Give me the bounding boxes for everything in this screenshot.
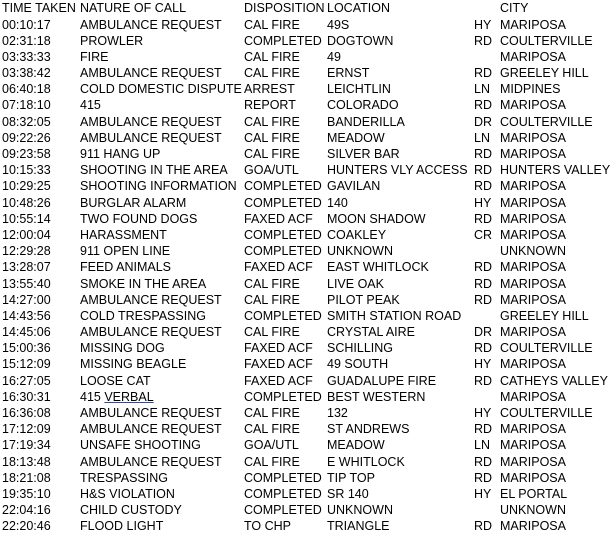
- cell-nature: AMBULANCE REQUEST: [80, 454, 222, 469]
- cell-suffix: DR: [474, 325, 493, 340]
- cell-nature: TWO FOUND DOGS: [80, 211, 198, 226]
- cell-location: TIP TOP: [327, 470, 375, 485]
- cell-location: GAVILAN: [327, 179, 381, 194]
- cell-suffix: RD: [474, 33, 493, 48]
- cell-time: 19:35:10: [2, 486, 51, 501]
- cell-time: 17:12:09: [2, 422, 51, 437]
- table-row: [0, 243, 614, 259]
- table-row: [0, 518, 614, 534]
- cell-disposition: COMPLETED: [244, 244, 322, 259]
- cell-disposition: COMPLETED: [244, 389, 322, 404]
- table-row: [0, 356, 614, 372]
- cell-location: MEADOW: [327, 130, 385, 145]
- cell-location: SMITH STATION ROAD: [327, 308, 462, 323]
- cell-suffix: DR: [474, 114, 493, 129]
- cell-nature: FLOOD LIGHT: [80, 519, 164, 534]
- cell-city: MARIPOSA: [500, 260, 566, 275]
- cell-disposition: COMPLETED: [244, 486, 322, 501]
- cell-location: UNKNOWN: [327, 503, 393, 518]
- cell-location: HUNTERS VLY ACCESS: [327, 163, 468, 178]
- table-row: [0, 389, 614, 405]
- cell-time: 14:27:00: [2, 292, 51, 307]
- cell-nature: H&S VIOLATION: [80, 486, 175, 501]
- cell-city: CATHEYS VALLEY: [500, 373, 608, 388]
- cell-time: 10:29:25: [2, 179, 51, 194]
- cell-time: 14:43:56: [2, 308, 51, 323]
- cell-time: 15:12:09: [2, 357, 51, 372]
- cell-nature: AMBULANCE REQUEST: [80, 114, 222, 129]
- table-row: [0, 437, 614, 453]
- cell-nature: AMBULANCE REQUEST: [80, 406, 222, 420]
- cell-disposition: CAL FIRE: [244, 325, 300, 340]
- cell-time: 18:21:08: [2, 470, 51, 485]
- cell-disposition: GOA/UTL: [244, 163, 299, 178]
- cell-nature: COLD DOMESTIC DISPUTE: [80, 82, 242, 97]
- cell-city: MARIPOSA: [500, 179, 566, 194]
- cell-nature: AMBULANCE REQUEST: [80, 66, 222, 81]
- cell-city: MARIPOSA: [500, 357, 566, 372]
- cell-suffix: RD: [474, 373, 493, 388]
- spellcheck-underline: VERBAL: [104, 389, 154, 404]
- cell-disposition: COMPLETED: [244, 179, 322, 194]
- cell-time: 15:00:36: [2, 341, 51, 356]
- cell-city: MARIPOSA: [500, 292, 566, 307]
- cell-nature: SMOKE IN THE AREA: [80, 276, 207, 291]
- cell-city: MARIPOSA: [500, 147, 566, 161]
- cell-suffix: RD: [474, 66, 493, 81]
- cell-city: MARIPOSA: [500, 195, 566, 210]
- cell-location: ERNST: [327, 66, 370, 81]
- header-nature: NATURE OF CALL: [80, 1, 187, 15]
- table-row: [0, 421, 614, 437]
- cell-time: 09:22:26: [2, 130, 51, 145]
- cell-nature: SHOOTING INFORMATION: [80, 179, 237, 194]
- cell-location: DOGTOWN: [327, 33, 394, 48]
- header-disposition: DISPOSITION: [244, 1, 325, 15]
- table-row: [0, 33, 614, 49]
- cell-nature: 415 VERBAL: [80, 389, 154, 404]
- header-city: CITY: [500, 1, 529, 15]
- cell-nature: LOOSE CAT: [80, 373, 151, 388]
- cell-city: UNKNOWN: [500, 503, 566, 518]
- cell-location: E WHITLOCK: [327, 454, 405, 469]
- cell-city: MARIPOSA: [500, 389, 566, 404]
- cell-time: 22:20:46: [2, 519, 51, 534]
- cell-city: MARIPOSA: [500, 470, 566, 485]
- cell-city: MARIPOSA: [500, 454, 566, 469]
- cell-nature: 415: [80, 98, 101, 113]
- cell-suffix: RD: [474, 179, 493, 194]
- cell-suffix: HY: [474, 406, 492, 420]
- cell-city: GREELEY HILL: [500, 66, 589, 81]
- cell-time: 12:29:28: [2, 244, 51, 259]
- cell-city: UNKNOWN: [500, 244, 566, 259]
- cell-disposition: COMPLETED: [244, 470, 322, 485]
- cell-location: LIVE OAK: [327, 276, 384, 291]
- cell-city: COULTERVILLE: [500, 114, 593, 129]
- table-row: [0, 195, 614, 211]
- cell-disposition: FAXED ACF: [244, 373, 313, 388]
- header-row: [0, 0, 614, 17]
- cell-suffix: CR: [474, 227, 493, 242]
- cell-suffix: RD: [474, 454, 493, 469]
- cell-suffix: HY: [474, 17, 492, 32]
- table-row: [0, 308, 614, 324]
- cell-suffix: RD: [474, 163, 493, 178]
- cell-city: GREELEY HILL: [500, 308, 589, 323]
- cell-nature: 911 OPEN LINE: [80, 244, 171, 259]
- cell-location: EAST WHITLOCK: [327, 260, 429, 275]
- cell-city: MARIPOSA: [500, 130, 566, 145]
- cell-nature: CHILD CUSTODY: [80, 503, 182, 518]
- cell-time: 03:33:33: [2, 49, 51, 64]
- cell-location: 140: [327, 195, 348, 210]
- cell-disposition: REPORT: [244, 98, 296, 113]
- table-row: [0, 114, 614, 130]
- table-row: [0, 162, 614, 178]
- table-row: [0, 276, 614, 292]
- cell-city: EL PORTAL: [500, 486, 568, 501]
- table-row: [0, 65, 614, 81]
- cell-suffix: RD: [474, 98, 493, 113]
- cell-suffix: RD: [474, 519, 493, 534]
- cell-location: LEICHTLIN: [327, 82, 391, 97]
- cell-nature: MISSING DOG: [80, 341, 165, 356]
- table-row: [0, 454, 614, 470]
- cell-time: 10:55:14: [2, 211, 51, 226]
- cell-disposition: CAL FIRE: [244, 49, 300, 64]
- cell-nature: TRESPASSING: [80, 470, 168, 485]
- cell-suffix: RD: [474, 470, 493, 485]
- cell-time: 13:55:40: [2, 276, 51, 291]
- cell-disposition: COMPLETED: [244, 33, 322, 48]
- cell-location: TRIANGLE: [327, 519, 390, 534]
- cell-suffix: HY: [474, 486, 492, 501]
- cell-time: 10:48:26: [2, 195, 51, 210]
- cell-suffix: RD: [474, 260, 493, 275]
- cell-city: COULTERVILLE: [500, 406, 593, 420]
- table-row: [0, 259, 614, 275]
- cell-disposition: ARREST: [244, 82, 295, 97]
- cell-nature: AMBULANCE REQUEST: [80, 17, 222, 32]
- cell-city: MARIPOSA: [500, 438, 566, 453]
- cell-nature: COLD TRESPASSING: [80, 308, 206, 323]
- table-row: [0, 227, 614, 243]
- table-row: [0, 324, 614, 340]
- cell-location: PILOT PEAK: [327, 292, 400, 307]
- table-row: [0, 146, 614, 162]
- cell-location: BEST WESTERN: [327, 389, 426, 404]
- table-row: [0, 81, 614, 97]
- cell-disposition: FAXED ACF: [244, 211, 313, 226]
- cell-suffix: LN: [474, 130, 490, 145]
- cell-time: 02:31:18: [2, 33, 51, 48]
- cell-location: CRYSTAL AIRE: [327, 325, 415, 340]
- cell-disposition: CAL FIRE: [244, 114, 300, 129]
- table-row: [0, 130, 614, 146]
- cell-time: 07:18:10: [2, 98, 51, 113]
- table-row: [0, 486, 614, 502]
- cell-city: COULTERVILLE: [500, 33, 593, 48]
- cell-time: 09:23:58: [2, 147, 51, 161]
- cell-disposition: TO CHP: [244, 519, 291, 534]
- cell-time: 08:32:05: [2, 114, 51, 129]
- cell-nature: UNSAFE SHOOTING: [80, 438, 201, 453]
- cell-disposition: FAXED ACF: [244, 341, 313, 356]
- cell-time: 06:40:18: [2, 82, 51, 97]
- cell-disposition: CAL FIRE: [244, 66, 300, 81]
- table-row: [0, 292, 614, 308]
- cell-time: 13:28:07: [2, 260, 51, 275]
- table-row: [0, 373, 614, 389]
- header-time: TIME TAKEN: [2, 1, 76, 15]
- table-body: [0, 17, 614, 535]
- cell-nature: AMBULANCE REQUEST: [80, 422, 222, 437]
- cell-suffix: RD: [474, 211, 493, 226]
- cell-city: MARIPOSA: [500, 519, 566, 534]
- cell-city: MARIPOSA: [500, 17, 566, 32]
- cell-disposition: CAL FIRE: [244, 130, 300, 145]
- table-row: [0, 502, 614, 518]
- cell-nature: BURGLAR ALARM: [80, 195, 187, 210]
- cell-location: 49: [327, 49, 341, 64]
- cell-nature: AMBULANCE REQUEST: [80, 292, 222, 307]
- table-row: [0, 49, 614, 65]
- cell-city: MARIPOSA: [500, 211, 566, 226]
- cell-suffix: RD: [474, 341, 493, 356]
- cell-time: 17:19:34: [2, 438, 51, 453]
- cell-time: 16:27:05: [2, 373, 51, 388]
- header-location: LOCATION: [327, 1, 390, 15]
- cell-city: MARIPOSA: [500, 276, 566, 291]
- cell-nature: SHOOTING IN THE AREA: [80, 163, 228, 178]
- cell-disposition: CAL FIRE: [244, 276, 300, 291]
- cell-suffix: HY: [474, 195, 492, 210]
- cell-city: MARIPOSA: [500, 98, 566, 113]
- cell-disposition: CAL FIRE: [244, 17, 300, 32]
- cell-location: 132: [327, 406, 348, 420]
- cell-disposition: FAXED ACF: [244, 260, 313, 275]
- cell-nature: FIRE: [80, 49, 109, 64]
- cell-city: MARIPOSA: [500, 49, 566, 64]
- table-row: [0, 178, 614, 194]
- cell-time: 12:00:04: [2, 227, 51, 242]
- cell-disposition: COMPLETED: [244, 195, 322, 210]
- cell-location: BANDERILLA: [327, 114, 405, 129]
- cell-location: 49S: [327, 17, 350, 32]
- cell-nature: FEED ANIMALS: [80, 260, 171, 275]
- table-row: [0, 17, 614, 33]
- cell-location: SCHILLING: [327, 341, 393, 356]
- cell-disposition: GOA/UTL: [244, 438, 299, 453]
- table-row: [0, 470, 614, 486]
- cell-disposition: CAL FIRE: [244, 147, 300, 161]
- cell-location: MOON SHADOW: [327, 211, 426, 226]
- cell-time: 16:36:08: [2, 406, 51, 420]
- cell-location: COAKLEY: [327, 227, 387, 242]
- cell-disposition: FAXED ACF: [244, 357, 313, 372]
- table-row: [0, 211, 614, 227]
- cell-time: 14:45:06: [2, 325, 51, 340]
- cell-disposition: COMPLETED: [244, 308, 322, 323]
- cell-time: 03:38:42: [2, 66, 51, 81]
- cell-location: SR 140: [327, 486, 369, 501]
- cell-city: MARIPOSA: [500, 325, 566, 340]
- cell-suffix: RD: [474, 147, 493, 161]
- cell-nature: 911 HANG UP: [80, 147, 161, 161]
- cell-disposition: COMPLETED: [244, 227, 322, 242]
- cell-location: UNKNOWN: [327, 244, 393, 259]
- cell-disposition: CAL FIRE: [244, 406, 300, 420]
- cell-nature: AMBULANCE REQUEST: [80, 325, 222, 340]
- cell-city: MARIPOSA: [500, 227, 566, 242]
- cell-suffix: RD: [474, 292, 493, 307]
- cell-disposition: CAL FIRE: [244, 454, 300, 469]
- cell-location: ST ANDREWS: [327, 422, 410, 437]
- cell-suffix: RD: [474, 422, 493, 437]
- cell-city: HUNTERS VALLEY: [500, 163, 611, 178]
- cell-suffix: LN: [474, 82, 490, 97]
- cell-location: GUADALUPE FIRE: [327, 373, 437, 388]
- cell-disposition: CAL FIRE: [244, 292, 300, 307]
- cell-suffix: HY: [474, 357, 492, 372]
- cell-location: COLORADO: [327, 98, 399, 113]
- cell-suffix: LN: [474, 438, 490, 453]
- cell-disposition: CAL FIRE: [244, 422, 300, 437]
- cell-time: 16:30:31: [2, 389, 51, 404]
- table-row: [0, 340, 614, 356]
- cell-disposition: COMPLETED: [244, 503, 322, 518]
- cell-suffix: RD: [474, 276, 493, 291]
- cell-location: 49 SOUTH: [327, 357, 389, 372]
- cell-nature: HARASSMENT: [80, 227, 167, 242]
- cell-nature: PROWLER: [80, 33, 144, 48]
- cell-location: SILVER BAR: [327, 147, 400, 161]
- cell-city: COULTERVILLE: [500, 341, 593, 356]
- cell-city: MIDPINES: [500, 82, 561, 97]
- cell-time: 18:13:48: [2, 454, 51, 469]
- cell-time: 00:10:17: [2, 17, 51, 32]
- cell-time: 22:04:16: [2, 503, 51, 518]
- cell-nature: AMBULANCE REQUEST: [80, 130, 222, 145]
- cell-time: 10:15:33: [2, 163, 51, 178]
- table-row: [0, 405, 614, 421]
- cell-city: MARIPOSA: [500, 422, 566, 437]
- cell-nature: MISSING BEAGLE: [80, 357, 187, 372]
- table-row: [0, 97, 614, 113]
- cell-location: MEADOW: [327, 438, 385, 453]
